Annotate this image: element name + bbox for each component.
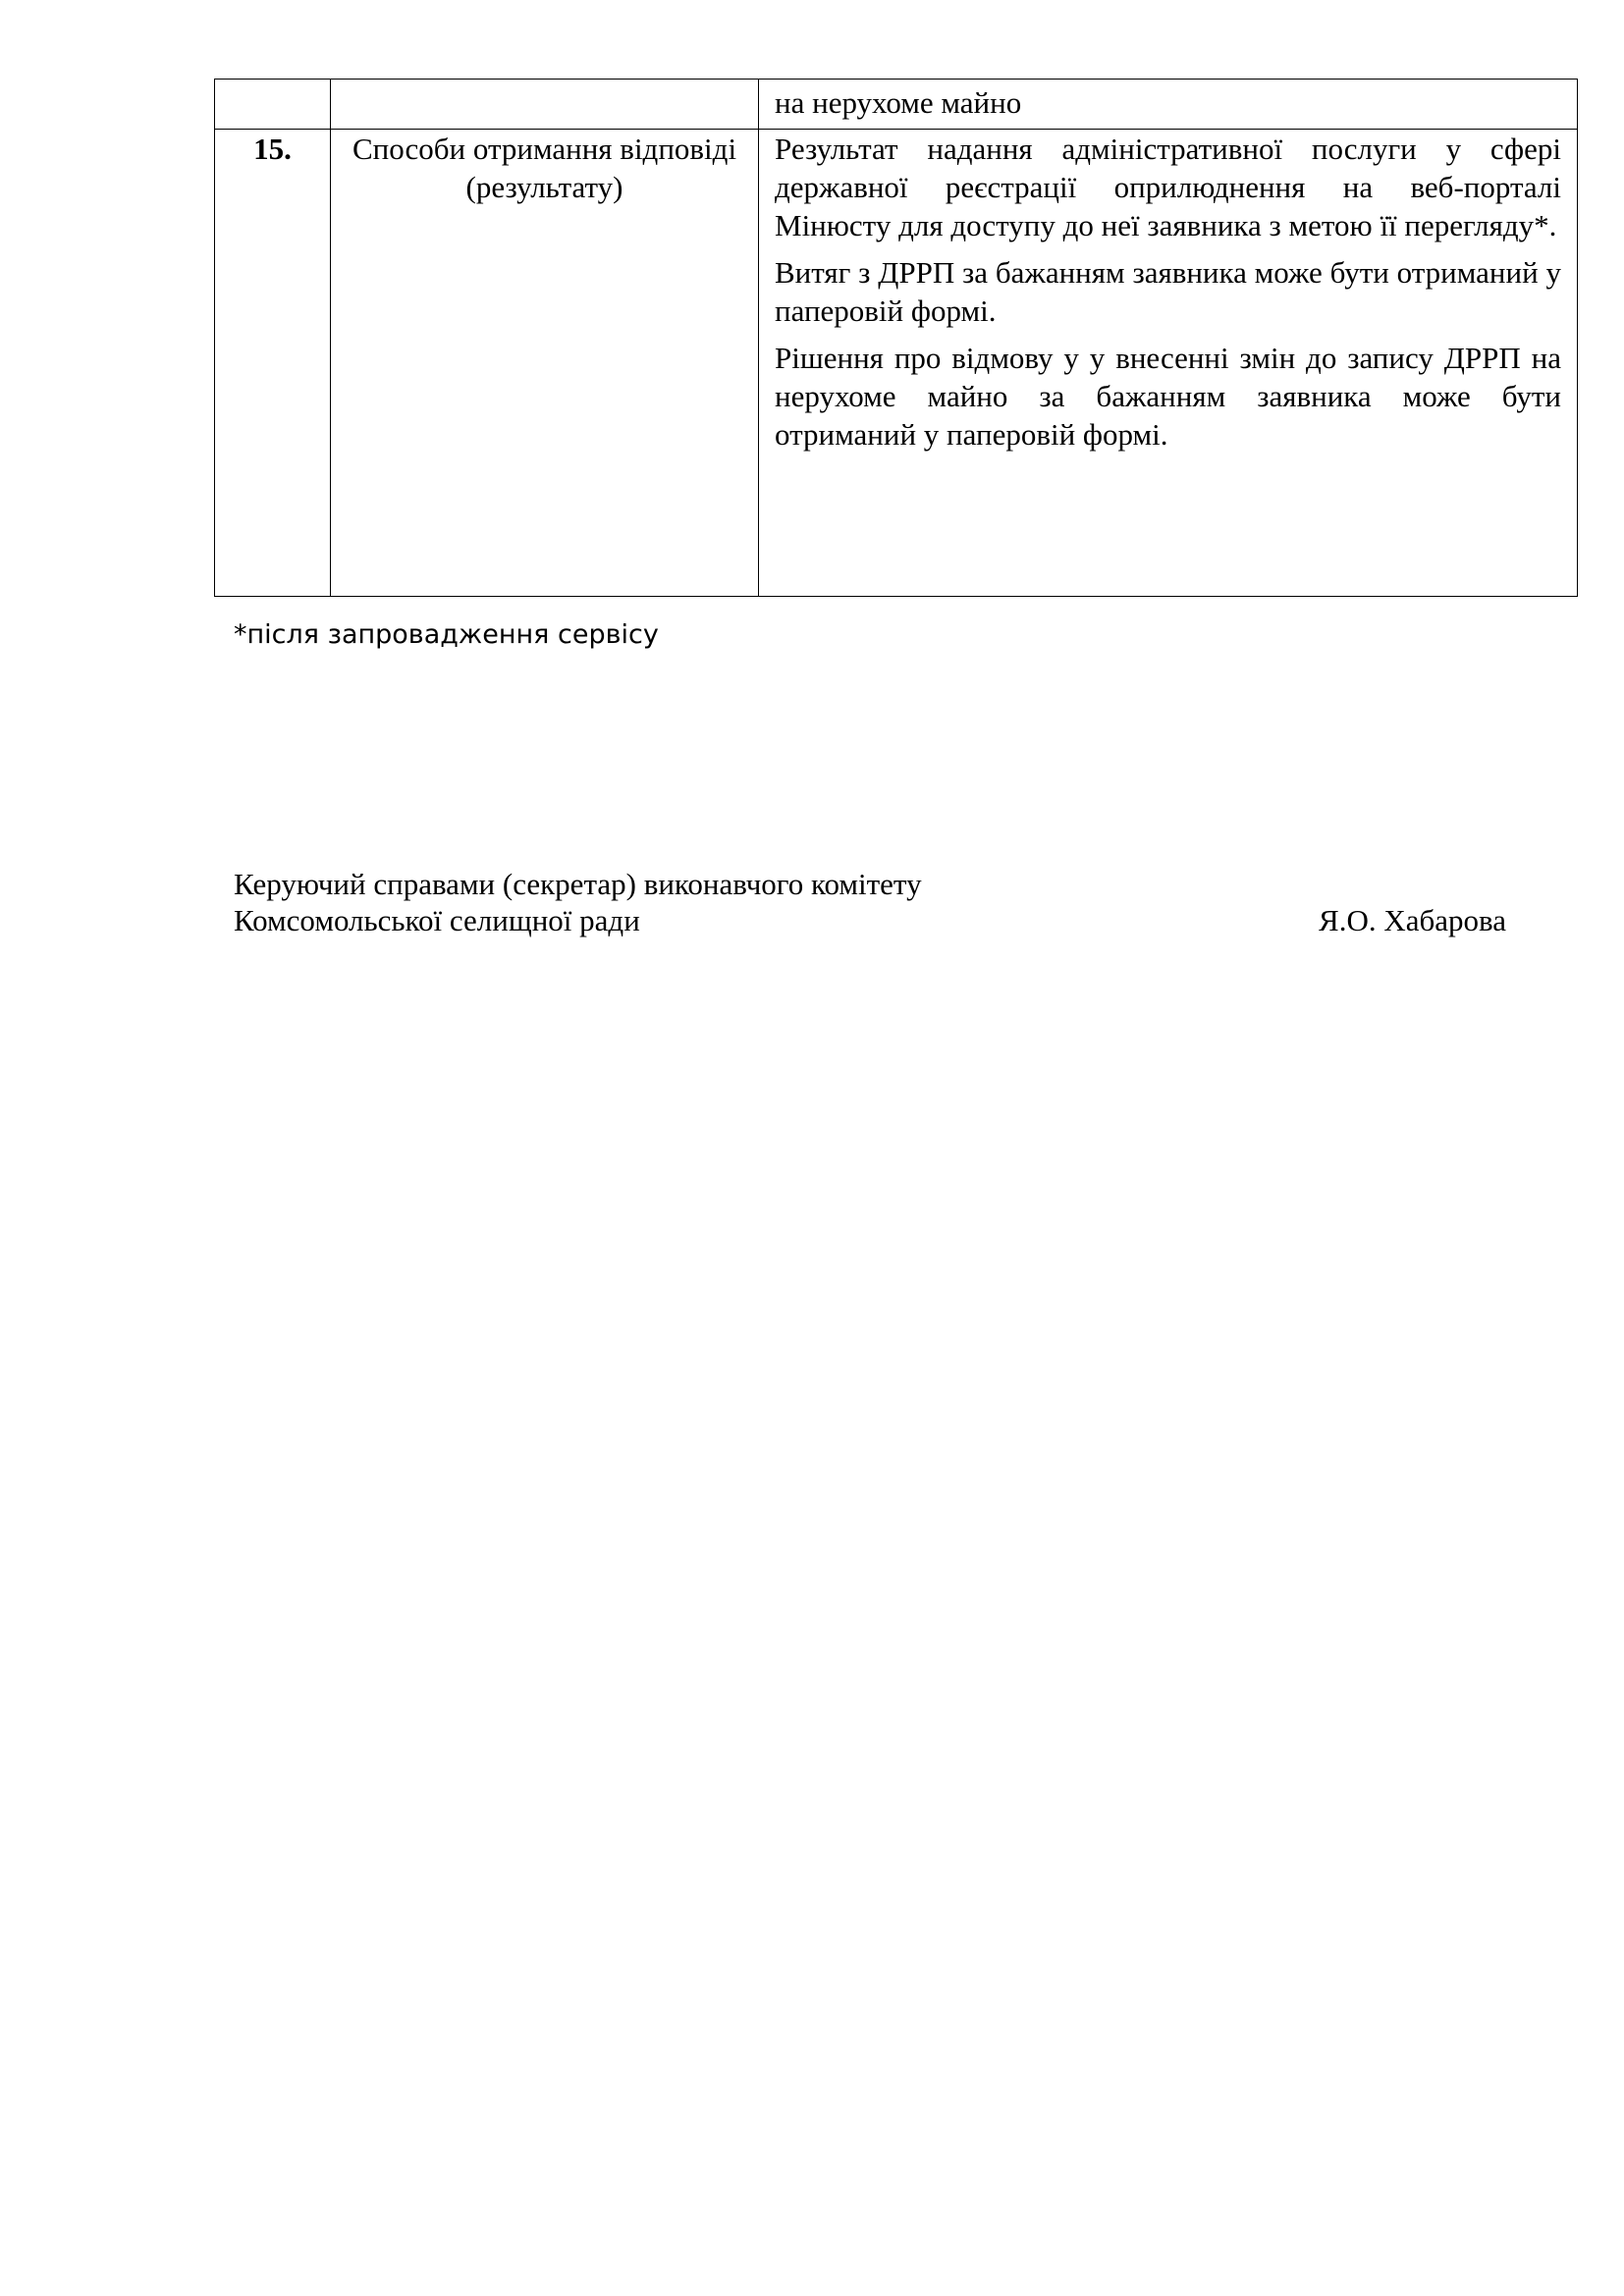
- row-number-cell: 15.: [215, 130, 331, 597]
- row-value-cell: [759, 80, 1578, 130]
- row-value-paragraph: Витяг з ДРРП за бажанням заявника може бути отриманий у паперовій формі.: [775, 255, 1561, 328]
- table-row: [215, 130, 1578, 597]
- row-name-cell: [331, 80, 759, 130]
- table-row: [215, 80, 1578, 130]
- signature-block: [234, 866, 1506, 938]
- signatory-position-line2: Комсомольської селищної ради: [234, 903, 640, 937]
- row-value-paragraph: Рішення про відмову у у внесенні змін до запису ДРРП на нерухоме майно за бажанням заявника може бути отриманий у паперовій формі.: [775, 341, 1561, 452]
- row-number-cell: [215, 80, 331, 130]
- signatory-position-line1: Керуючий справами (секретар) виконавчого комітету: [234, 867, 922, 901]
- footnote: *після запровадження сервісу: [234, 619, 659, 650]
- row-value-cell: [759, 130, 1578, 597]
- signatory-name: Я.О. Хабарова: [1319, 903, 1506, 937]
- row-value-paragraph: Результат надання адміністративної послуги у сфері державної реєстрації оприлюднення на веб-порталі Мінюсту для доступу до неї заявника з метою її перегляду*.: [775, 132, 1561, 242]
- row-value-text: на нерухоме майно: [775, 85, 1022, 120]
- row-name-cell: Способи отримання відповіді (результату): [331, 130, 759, 597]
- signature-line: [234, 902, 1506, 938]
- services-table: [214, 79, 1578, 597]
